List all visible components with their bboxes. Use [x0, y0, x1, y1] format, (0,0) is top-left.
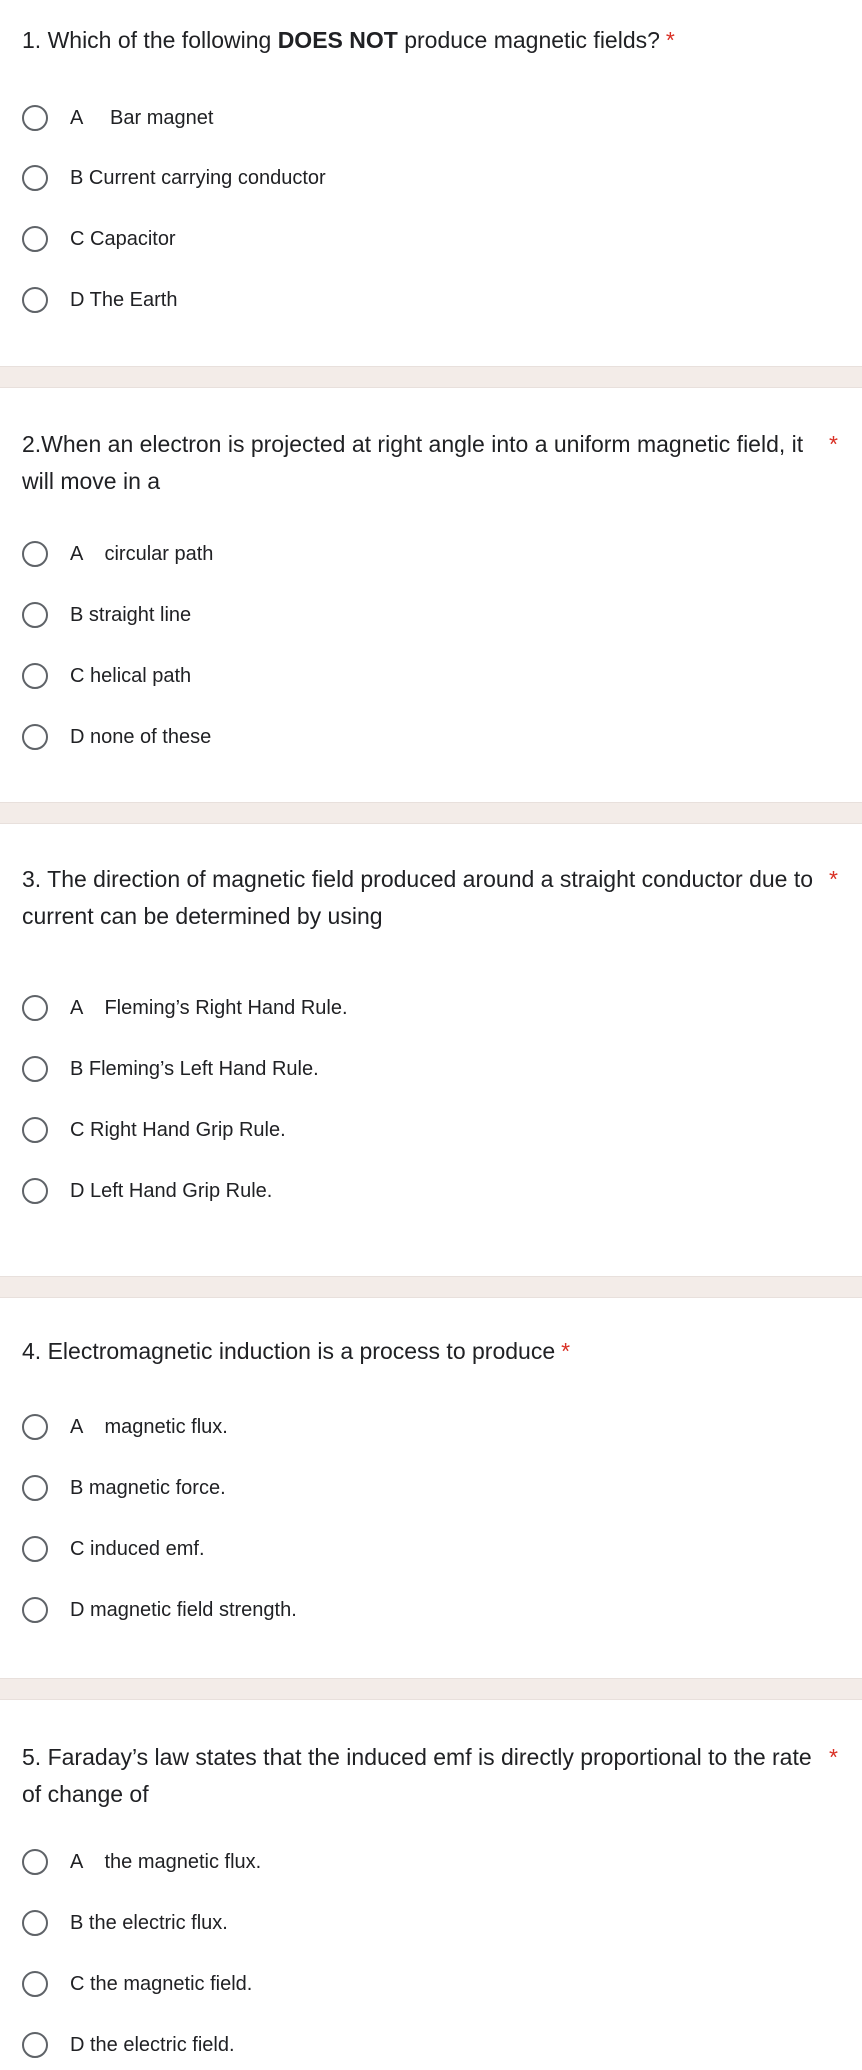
- radio-button[interactable]: [22, 541, 48, 567]
- option-label: D magnetic field strength.: [70, 1598, 297, 1621]
- question-text: 5. Faraday’s law states that the induced emf is directly proportional to the rate of change of: [22, 1744, 812, 1807]
- question-text: 4. Electromagnetic induction is a process to produce: [22, 1338, 556, 1364]
- question-card-2: [0, 388, 862, 802]
- option-c[interactable]: [22, 1531, 205, 1567]
- radio-button[interactable]: [22, 995, 48, 1021]
- option-label: D none of these: [70, 725, 212, 748]
- option-label: D The Earth: [70, 288, 178, 311]
- option-c[interactable]: [22, 1966, 252, 2002]
- radio-button[interactable]: [22, 1414, 48, 1440]
- option-d[interactable]: [22, 1173, 272, 1209]
- section-divider: [0, 802, 862, 824]
- option-a[interactable]: [22, 1844, 261, 1880]
- option-b[interactable]: [22, 160, 326, 196]
- question-title: [22, 22, 822, 59]
- option-label: A circular path: [70, 542, 214, 565]
- radio-button[interactable]: [22, 1536, 48, 1562]
- question-text: 1. Which of the following: [22, 27, 278, 53]
- option-d[interactable]: [22, 719, 211, 755]
- option-label: A Bar magnet: [70, 106, 214, 129]
- option-a[interactable]: [22, 536, 213, 572]
- radio-button[interactable]: [22, 1597, 48, 1623]
- question-card-4: [0, 1298, 862, 1678]
- radio-button[interactable]: [22, 1849, 48, 1875]
- radio-button[interactable]: [22, 1056, 48, 1082]
- radio-button[interactable]: [22, 165, 48, 191]
- question-title: [22, 426, 838, 500]
- option-d[interactable]: [22, 2027, 235, 2063]
- radio-button[interactable]: [22, 287, 48, 313]
- question-text: produce magnetic fields?: [397, 27, 660, 53]
- radio-button[interactable]: [22, 2032, 48, 2058]
- option-label: C Right Hand Grip Rule.: [70, 1118, 286, 1141]
- question-title: [22, 1333, 822, 1370]
- radio-button[interactable]: [22, 602, 48, 628]
- required-asterisk: *: [561, 1338, 571, 1364]
- question-text: 2.When an electron is projected at right angle into a uniform magnetic field, it will move in a: [22, 431, 804, 494]
- option-label: B Fleming’s Left Hand Rule.: [70, 1057, 319, 1080]
- question-card-3: [0, 824, 862, 1276]
- radio-button[interactable]: [22, 1475, 48, 1501]
- option-d[interactable]: [22, 1592, 297, 1628]
- radio-button[interactable]: [22, 105, 48, 131]
- option-c[interactable]: [22, 1112, 286, 1148]
- option-c[interactable]: [22, 221, 176, 257]
- question-title: [22, 1739, 838, 1813]
- option-b[interactable]: [22, 1905, 228, 1941]
- option-label: C the magnetic field.: [70, 1972, 253, 1995]
- required-asterisk: *: [665, 27, 675, 53]
- section-divider: [0, 1678, 862, 1700]
- option-c[interactable]: [22, 658, 191, 694]
- radio-button[interactable]: [22, 663, 48, 689]
- question-text: 3. The direction of magnetic field produced around a straight conductor due to current can be determined by using: [22, 866, 814, 929]
- option-label: C helical path: [70, 664, 192, 687]
- option-label: A the magnetic flux.: [70, 1850, 262, 1873]
- option-label: B the electric flux.: [70, 1911, 228, 1934]
- required-asterisk: *: [829, 866, 838, 892]
- radio-button[interactable]: [22, 1178, 48, 1204]
- option-label: B Current carrying conductor: [70, 166, 326, 189]
- required-asterisk: *: [829, 431, 838, 457]
- option-label: D the electric field.: [70, 2033, 235, 2056]
- option-label: A magnetic flux.: [70, 1415, 228, 1438]
- required-asterisk: *: [829, 1744, 838, 1770]
- option-label: B magnetic force.: [70, 1476, 226, 1499]
- option-a[interactable]: [22, 990, 348, 1026]
- option-label: C Capacitor: [70, 227, 176, 250]
- option-d[interactable]: [22, 282, 177, 318]
- radio-button[interactable]: [22, 1117, 48, 1143]
- radio-button[interactable]: [22, 226, 48, 252]
- option-a[interactable]: [22, 1409, 228, 1445]
- option-b[interactable]: [22, 597, 191, 633]
- section-divider: [0, 366, 862, 388]
- question-card-1: [0, 0, 862, 366]
- option-label: D Left Hand Grip Rule.: [70, 1179, 273, 1202]
- radio-button[interactable]: [22, 724, 48, 750]
- option-b[interactable]: [22, 1470, 226, 1506]
- section-divider: [0, 1276, 862, 1298]
- option-label: B straight line: [70, 603, 192, 626]
- question-title: [22, 861, 838, 935]
- question-card-5: [0, 1700, 862, 2070]
- radio-button[interactable]: [22, 1910, 48, 1936]
- option-label: A Fleming’s Right Hand Rule.: [70, 996, 348, 1019]
- option-a[interactable]: [22, 100, 213, 136]
- option-label: C induced emf.: [70, 1537, 205, 1560]
- radio-button[interactable]: [22, 1971, 48, 1997]
- question-text-emphasis: DOES NOT: [277, 27, 398, 53]
- option-b[interactable]: [22, 1051, 319, 1087]
